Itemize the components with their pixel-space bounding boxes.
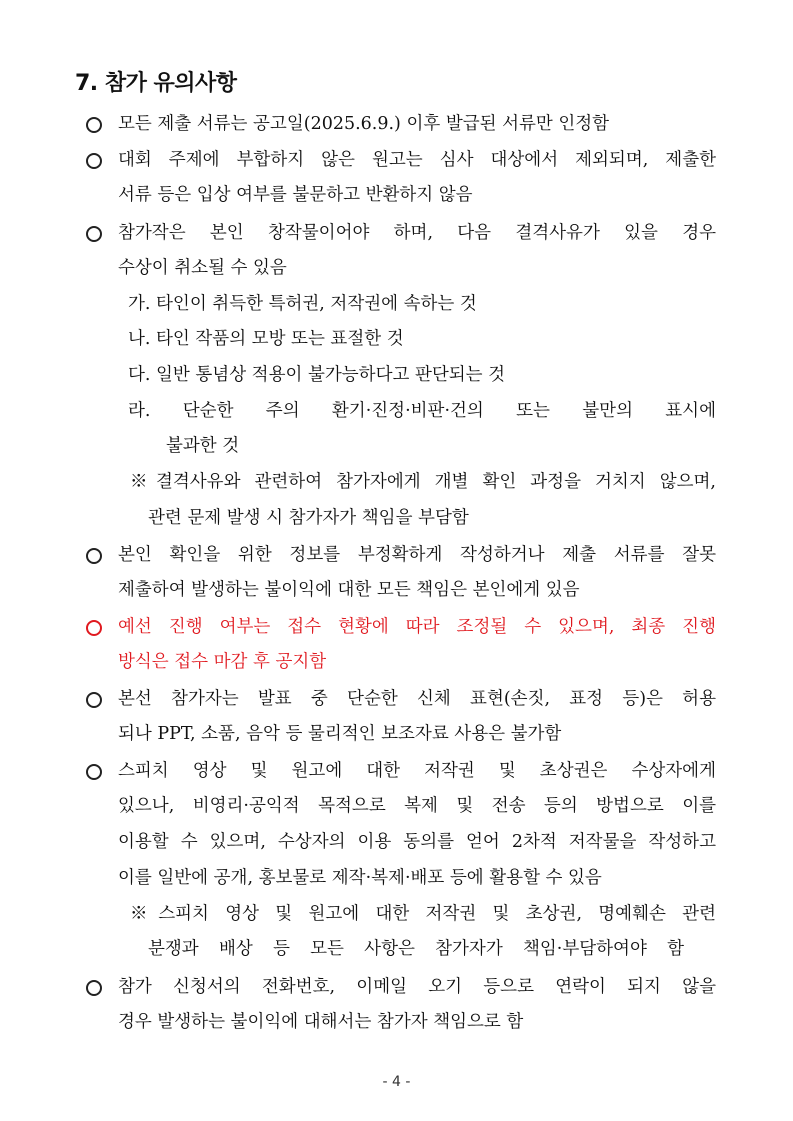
item-3-sub-ra: 라. 단순한 주의 환기·진정·비판·건의 또는 불만의 표시에 <box>128 401 716 421</box>
item-1-line-1: 모든 제출 서류는 공고일(2025.6.9.) 이후 발급된 서류만 인정함 <box>118 114 610 134</box>
item-3-sub-ga: 가. 타인이 취득한 특허권, 저작권에 속하는 것 <box>128 294 477 314</box>
item-4-line-1: 본인 확인을 위한 정보를 부정확하게 작성하거나 제출 서류를 잘못 <box>118 545 716 565</box>
item-3-line-1: 참가작은 본인 창작물이어야 하며, 다음 결격사유가 있을 경우 <box>118 223 716 243</box>
item-3-sub-da: 다. 일반 통념상 적용이 불가능하다고 판단되는 것 <box>128 365 506 385</box>
item-7-note-line-2: 분쟁과 배상 등 모든 사항은 참가자가 책임·부담하여야 함 <box>148 939 684 959</box>
item-3-sub-ra-cont: 불과한 것 <box>166 436 240 456</box>
item-3-sub-na: 나. 타인 작품의 모방 또는 표절한 것 <box>128 329 404 349</box>
circle-bullet-icon <box>86 980 102 996</box>
circle-bullet-icon <box>86 153 102 169</box>
circle-bullet-icon <box>86 226 102 242</box>
item-6-line-1: 본선 참가자는 발표 중 단순한 신체 표현(손짓, 표정 등)은 허용 <box>118 689 716 709</box>
page-number: - 4 - <box>382 1074 411 1090</box>
item-7-line-4: 이를 일반에 공개, 홍보물로 제작·복제·배포 등에 활용할 수 있음 <box>118 868 602 888</box>
circle-bullet-icon <box>86 620 102 636</box>
item-2-line-2: 서류 등은 입상 여부를 불문하고 반환하지 않음 <box>118 185 473 205</box>
item-8-line-2: 경우 발생하는 불이익에 대해서는 참가자 책임으로 함 <box>118 1012 524 1032</box>
item-7-line-3: 이용할 수 있으며, 수상자의 이용 동의를 얻어 2차적 저작물을 작성하고 <box>118 832 716 852</box>
item-3-line-2: 수상이 취소될 수 있음 <box>118 258 287 278</box>
item-5-line-2: 방식은 접수 마감 후 공지함 <box>118 652 327 672</box>
circle-bullet-icon <box>86 764 102 780</box>
section-title: 7. 참가 유의사항 <box>75 71 237 96</box>
item-4-line-2: 제출하여 발생하는 불이익에 대한 모든 책임은 본인에게 있음 <box>118 580 580 600</box>
item-2-line-1: 대회 주제에 부합하지 않은 원고는 심사 대상에서 제외되며, 제출한 <box>118 150 716 170</box>
circle-bullet-icon <box>86 117 102 133</box>
item-8-line-1: 참가 신청서의 전화번호, 이메일 오기 등으로 연락이 되지 않을 <box>118 977 716 997</box>
item-7-line-1: 스피치 영상 및 원고에 대한 저작권 및 초상권은 수상자에게 <box>118 761 716 781</box>
item-3-note-line-1: ※결격사유와 관련하여 참가자에게 개별 확인 과정을 거치지 않으며, <box>130 472 716 492</box>
item-7-line-2: 있으나, 비영리·공익적 목적으로 복제 및 전송 등의 방법으로 이를 <box>118 796 716 816</box>
item-6-line-2: 되나 PPT, 소품, 음악 등 물리적인 보조자료 사용은 불가함 <box>118 724 562 744</box>
circle-bullet-icon <box>86 548 102 564</box>
item-5-line-1: 예선 진행 여부는 접수 현황에 따라 조정될 수 있으며, 최종 진행 <box>118 617 716 637</box>
circle-bullet-icon <box>86 692 102 708</box>
item-3-note-line-2: 관련 문제 발생 시 참가자가 책임을 부담함 <box>148 508 469 528</box>
item-7-note-line-1: ※스피치 영상 및 원고에 대한 저작권 및 초상권, 명예훼손 관련 <box>130 904 716 924</box>
